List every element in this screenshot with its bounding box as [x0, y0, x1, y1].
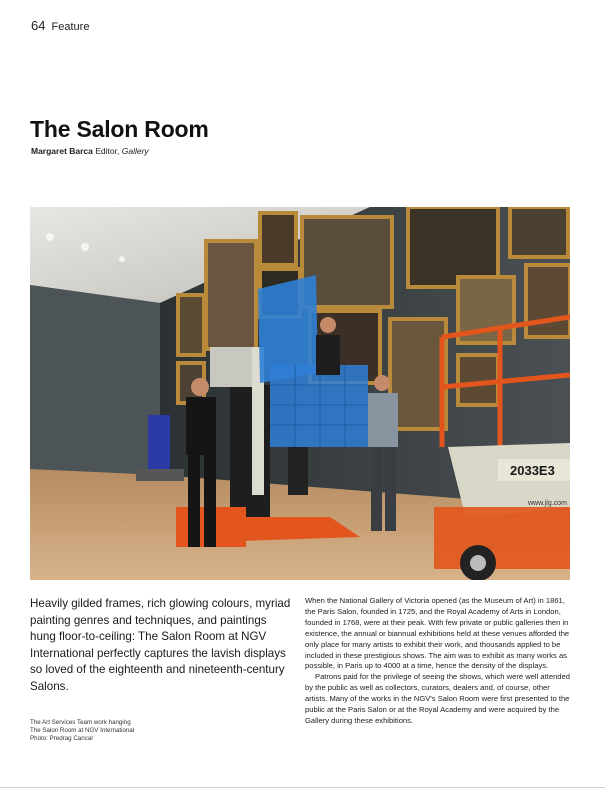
- article-title: The Salon Room: [30, 116, 209, 142]
- caption-credit: Photo: Predrag Cancar: [30, 735, 94, 743]
- body-paragraph: When the National Gallery of Victoria opened (as the Museum of Art) in 1861, the Paris Salon, founded in 1725, and the Royal Academy of Arts in London, founded in 1768, were at their peak. With few private or public galleries then in existence, the annual or biannual exhibitions held at these venues afforded the only place for many artists to exhibit their work, and thousands applied to be included in these prestigious shows. The aim was to exhibit as many works as possible, in Paris up to 4000 at a time, hence the density of the displays.: [305, 596, 570, 671]
- lead-paragraph: Heavily gilded frames, rich glowing colours, myriad painting genres and techniques, and paintings hung floor-to-ceiling: The Salon Room at NGV International perfectly captures the lavish displays so loved of the eighteenth and nineteenth-century Salons.: [30, 597, 291, 693]
- author-role: Editor,: [95, 146, 120, 156]
- publication-name: Gallery: [121, 146, 149, 156]
- running-header: [31, 18, 89, 33]
- photo-caption: [30, 719, 230, 744]
- body-paragraph: Patrons paid for the privilege of seeing the shows, which were well attended by the public as well as collectors, curators, dealers and, of course, other artists. Many of the works in the NGV's Salon Room were first presented to the public at the Paris Salon or at the Royal Academy and were acquired by the Gallery during these exhibitions.: [305, 672, 570, 725]
- article-body: [305, 596, 573, 727]
- lift-brand: www.jlg.com: [528, 500, 567, 507]
- salon-room-photo: [30, 207, 570, 580]
- caption-line: The Salon Room at NGV International: [30, 727, 135, 735]
- lift-label: 2033E3: [510, 463, 555, 478]
- byline: [31, 146, 149, 156]
- page-number: 64: [31, 18, 46, 33]
- section-label: Feature: [51, 21, 90, 33]
- caption-line: The Art Services Team work hanging: [30, 719, 131, 726]
- author-name: Margaret Barca: [31, 146, 93, 156]
- footer-rule: [0, 787, 605, 788]
